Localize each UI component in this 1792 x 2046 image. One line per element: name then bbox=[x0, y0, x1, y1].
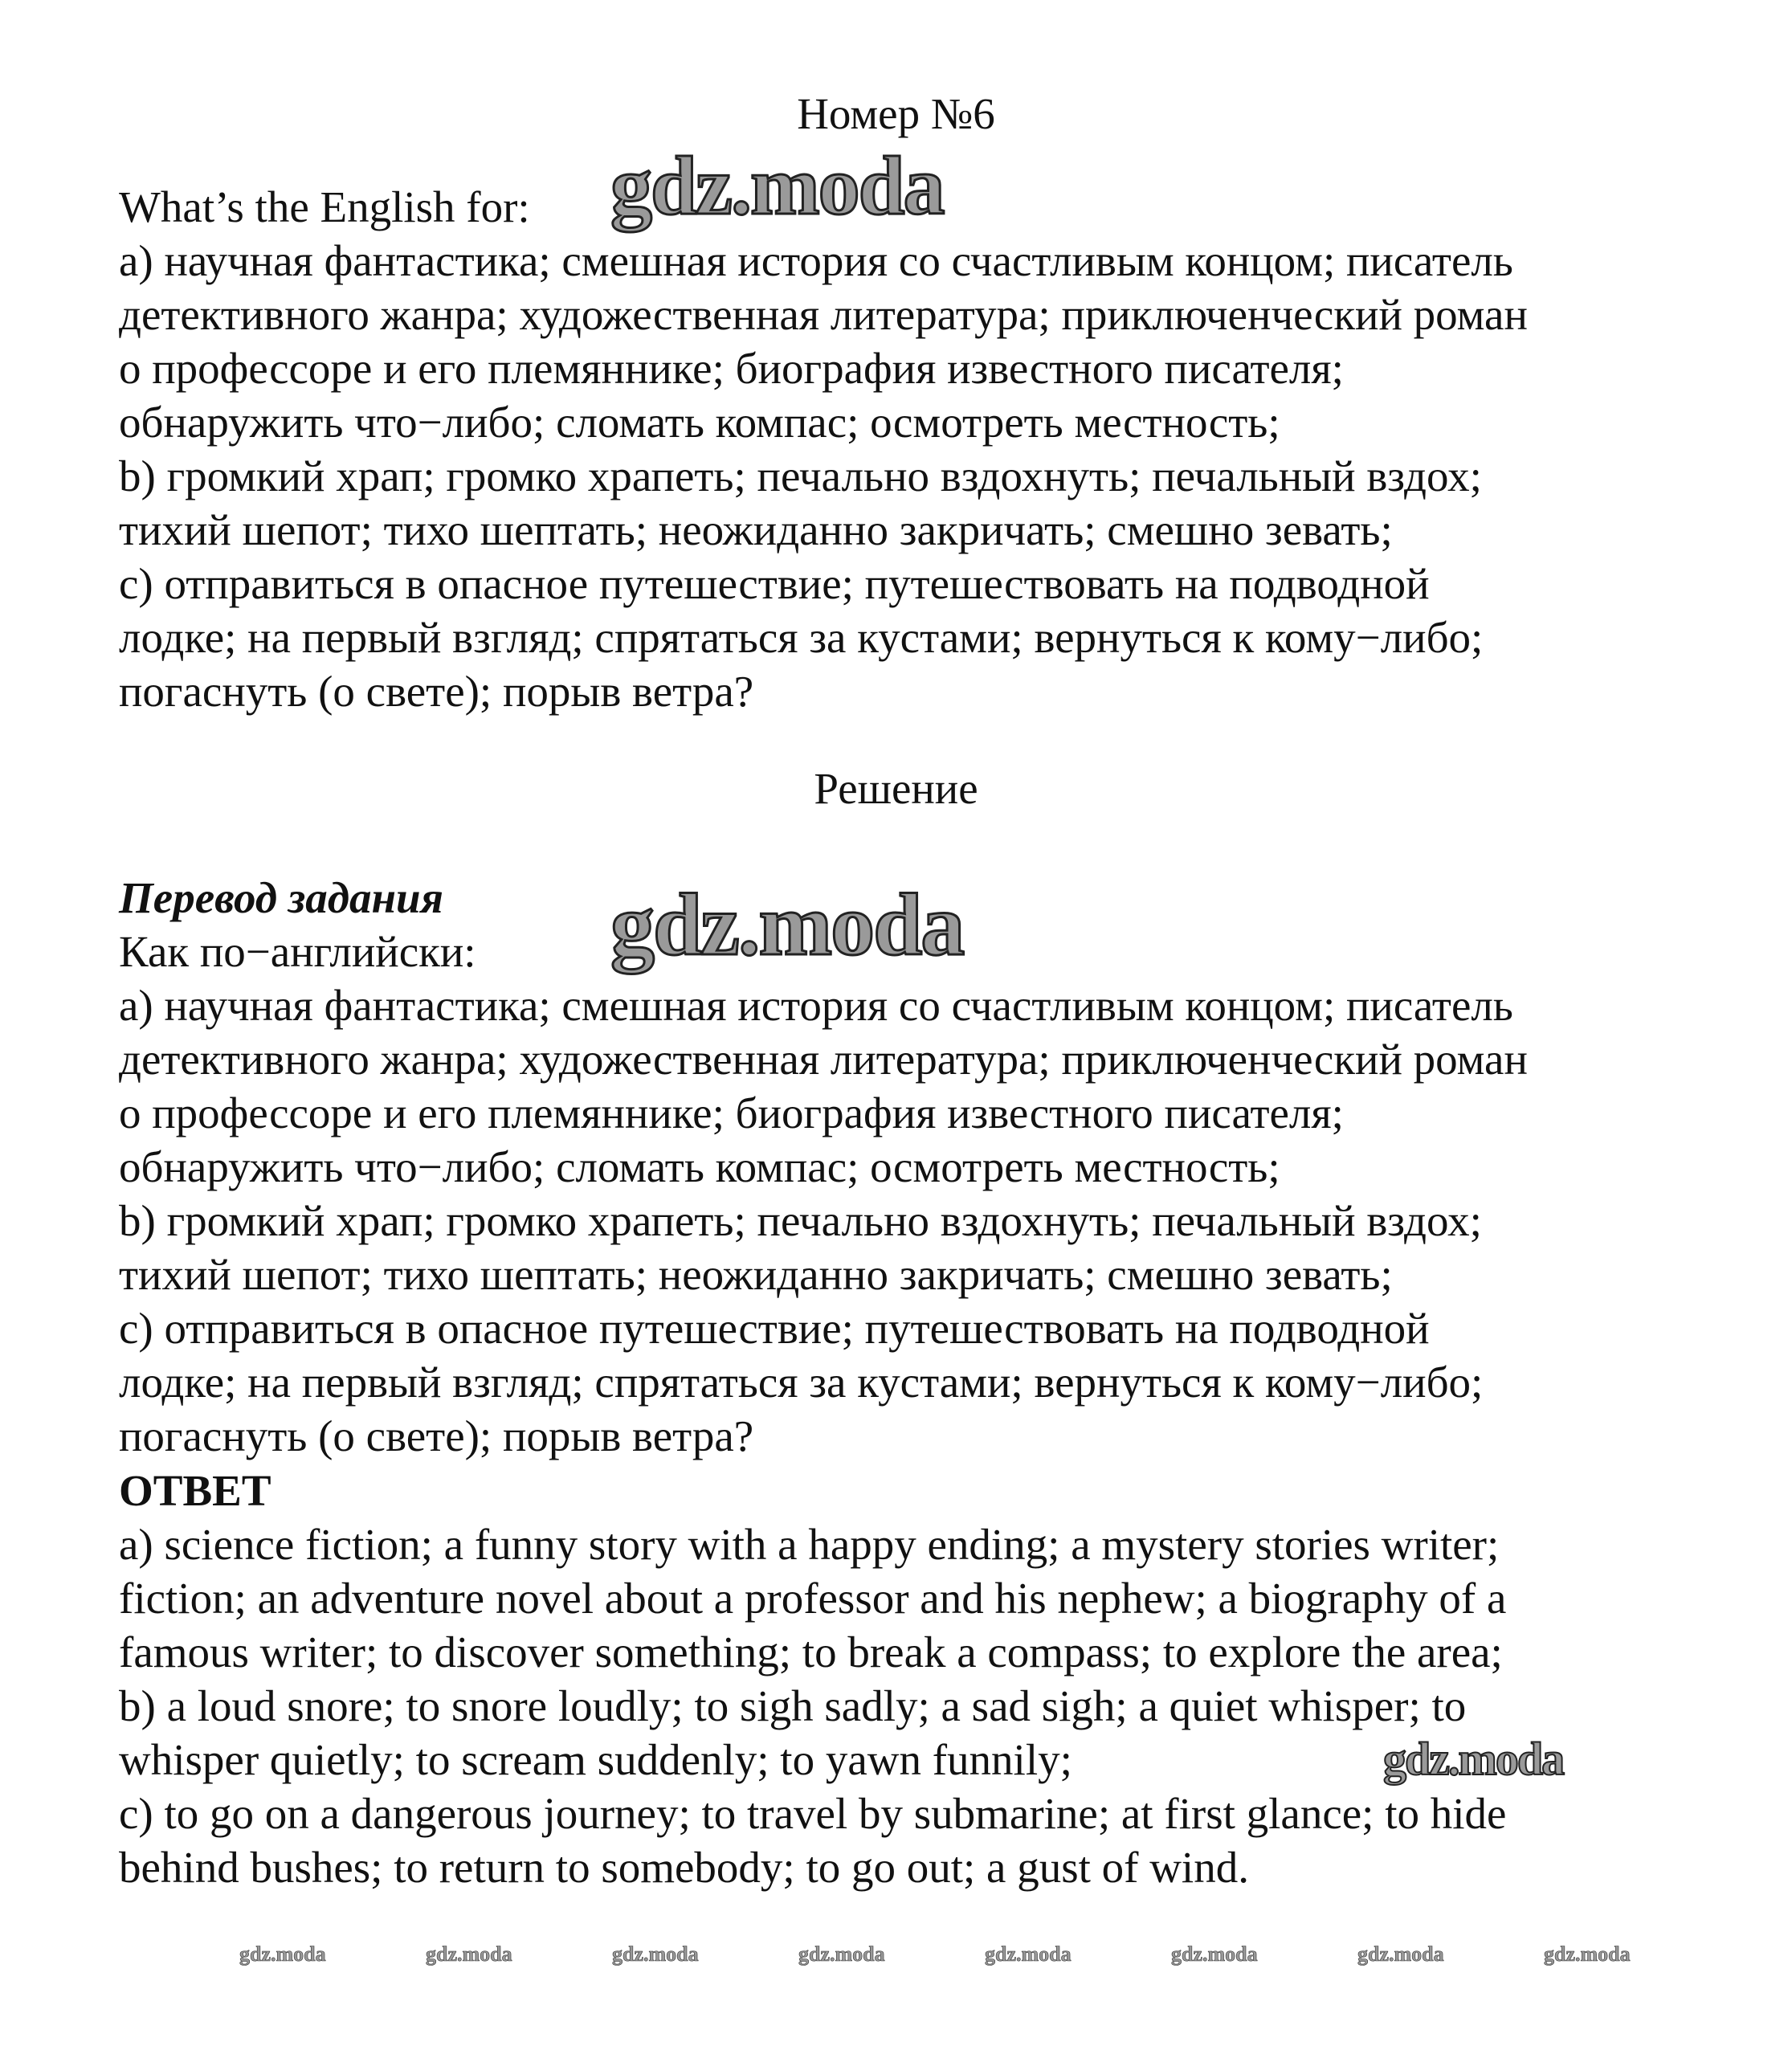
text-line: детективного жанра; художественная литература; приключенческий роман bbox=[119, 1035, 1528, 1084]
watermark-small: gdz.moda bbox=[239, 1942, 326, 1966]
solution-heading: Решение bbox=[814, 764, 978, 813]
text-line: b) громкий храп; громко храпеть; печально вздохнуть; печальный вздох; bbox=[119, 1196, 1482, 1245]
text-line: c) to go on a dangerous journey; to travel by submarine; at first glance; to hide bbox=[119, 1789, 1507, 1838]
text-line: о профессоре и его племяннике; биография известного писателя; bbox=[119, 344, 1344, 393]
watermark-small: gdz.moda bbox=[1544, 1942, 1631, 1966]
text-line: детективного жанра; художественная литература; приключенческий роман bbox=[119, 290, 1528, 339]
text-line: a) научная фантастика; смешная история со счастливым концом; писатель bbox=[119, 981, 1513, 1030]
text-line: fiction; an adventure novel about a professor and his nephew; a biography of a bbox=[119, 1574, 1507, 1623]
watermark-small: gdz.moda bbox=[798, 1942, 885, 1966]
text-line: тихий шепот; тихо шептать; неожиданно закричать; смешно зевать; bbox=[119, 1250, 1393, 1299]
text-line: лодке; на первый взгляд; спрятаться за кустами; вернуться к кому−либо; bbox=[119, 1358, 1484, 1407]
text-line: погаснуть (о свете); порыв ветра? bbox=[119, 667, 754, 716]
watermark-small: gdz.moda bbox=[1171, 1942, 1258, 1966]
translation-intro: Как по−английски: bbox=[119, 927, 476, 976]
watermark-logo: gdz.moda bbox=[610, 876, 964, 974]
text-line: c) отправиться в опасное путешествие; путешествовать на подводной bbox=[119, 1304, 1430, 1353]
watermark-small: gdz.moda bbox=[1357, 1942, 1444, 1966]
text-line: о профессоре и его племяннике; биография известного писателя; bbox=[119, 1088, 1344, 1137]
translation-heading: Перевод задания bbox=[119, 873, 443, 922]
text-line: b) a loud snore; to snore loudly; to sigh sadly; a sad sigh; a quiet whisper; to bbox=[119, 1681, 1467, 1730]
text-line: behind bushes; to return to somebody; to go out; a gust of wind. bbox=[119, 1843, 1249, 1892]
task-intro: What’s the English for: bbox=[119, 182, 530, 231]
text-line: лодке; на первый взгляд; спрятаться за кустами; вернуться к кому−либо; bbox=[119, 613, 1484, 662]
watermark-logo: gdz.moda bbox=[1383, 1733, 1564, 1785]
text-line: обнаружить что−либо; сломать компас; осмотреть местность; bbox=[119, 398, 1280, 447]
text-line: famous writer; to discover something; to break a compass; to explore the area; bbox=[119, 1627, 1503, 1676]
text-line: тихий шепот; тихо шептать; неожиданно закричать; смешно зевать; bbox=[119, 505, 1393, 554]
page-title: Номер №6 bbox=[797, 89, 995, 138]
watermark-small: gdz.moda bbox=[985, 1942, 1072, 1966]
text-line: c) отправиться в опасное путешествие; путешествовать на подводной bbox=[119, 559, 1430, 608]
text-line: обнаружить что−либо; сломать компас; осмотреть местность; bbox=[119, 1142, 1280, 1191]
answer-heading: ОТВЕТ bbox=[119, 1466, 271, 1515]
text-line: b) громкий храп; громко храпеть; печально вздохнуть; печальный вздох; bbox=[119, 451, 1482, 500]
text-line: whisper quietly; to scream suddenly; to yawn funnily; bbox=[119, 1735, 1072, 1784]
watermark-small: gdz.moda bbox=[426, 1942, 512, 1966]
text-line: погаснуть (о свете); порыв ветра? bbox=[119, 1411, 754, 1460]
text-line: a) science fiction; a funny story with a happy ending; a mystery stories writer; bbox=[119, 1520, 1500, 1569]
text-line: a) научная фантастика; смешная история со счастливым концом; писатель bbox=[119, 236, 1513, 285]
watermark-small: gdz.moda bbox=[612, 1942, 699, 1966]
watermark-logo: gdz.moda bbox=[610, 140, 944, 232]
